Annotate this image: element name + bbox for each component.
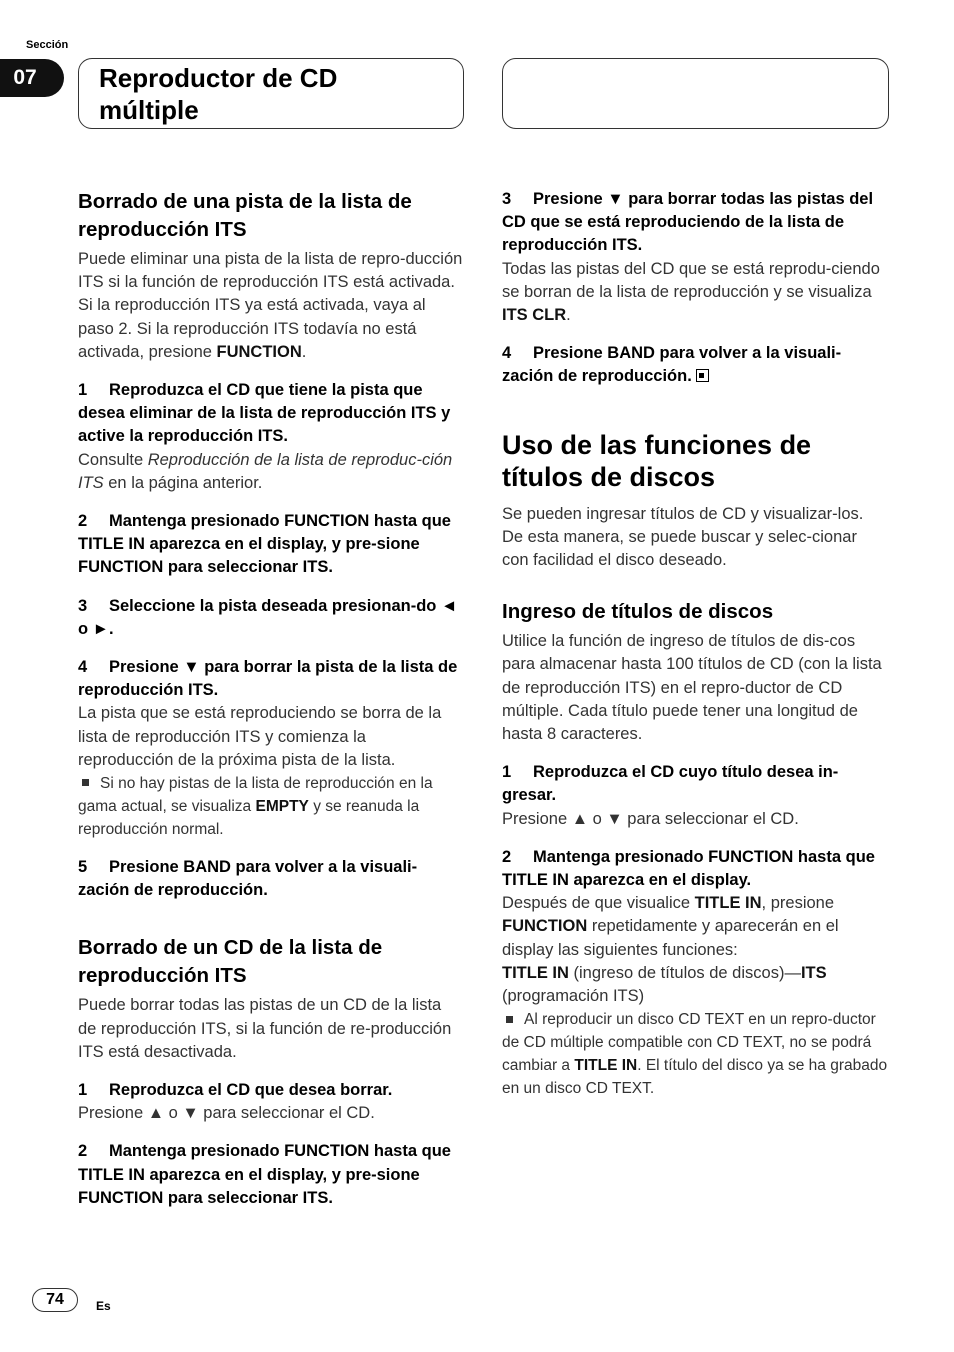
paragraph: Consulte Reproducción de la lista de reproduc-ción ITS en la página anterior. — [78, 450, 453, 492]
step-heading: 2 Mantenga presionado FUNCTION hasta que TITLE IN aparezca en el display, y pre-sione FUNCTION para seleccionar ITS. — [78, 512, 451, 577]
paragraph: Se pueden ingresar títulos de CD y visualizar-los. De esta manera, se puede buscar y selec-cionar con facilidad el disco deseado. — [502, 504, 864, 570]
chapter-title-box — [78, 58, 464, 129]
step-heading: 4 Presione BAND para volver a la visuali-zación de reproducción. — [502, 344, 842, 386]
step-heading: 4 Presione ▼ para borrar la pista de la lista de reproducción ITS. — [78, 658, 458, 700]
end-of-section-icon — [696, 369, 709, 382]
step-heading: 1 Reproduzca el CD que desea borrar. — [78, 1081, 393, 1100]
section-label: Sección — [26, 39, 69, 51]
note: Al reproducir un disco CD TEXT en un repro-ductor de CD múltiple compatible con CD TEXT, no se podrá cambiar a TITLE IN. El título del disco ya se ha grabado en un disco CD TEXT. — [502, 1011, 888, 1098]
page-number: 74 — [32, 1288, 78, 1312]
step-heading: 1 Reproduzca el CD que tiene la pista que desea eliminar de la lista de reproducción ITS y active la reproducción ITS. — [78, 381, 451, 446]
paragraph: Puede borrar todas las pistas de un CD de la lista de reproducción ITS, si la función de re-producción ITS está desactivada. — [78, 996, 452, 1061]
paragraph: Presione ▲ o ▼ para seleccionar el CD. — [78, 1104, 375, 1123]
step-heading: 3 Presione ▼ para borrar todas las pistas del CD que se está reproduciendo de la lista de reproducción ITS. — [502, 190, 874, 255]
note-bullet-icon — [506, 1016, 513, 1023]
section-heading-delete-track: Borrado de una pista de la lista de reproducción ITS — [78, 190, 412, 241]
step-heading: 1 Reproduzca el CD cuyo título desea in-gresar. — [502, 763, 839, 805]
paragraph: TITLE IN (ingreso de títulos de discos)—ITS (programación ITS) — [502, 963, 827, 1006]
section-heading-delete-cd: Borrado de un CD de la lista de reproducción ITS — [78, 936, 383, 988]
paragraph: La pista que se está reproduciendo se borra de la lista de reproducción ITS y comienza la reproducción de la próxima pista de la lista. — [78, 704, 442, 769]
section-number-badge — [0, 59, 64, 97]
paragraph: Presione ▲ o ▼ para seleccionar el CD. — [502, 809, 799, 828]
header-blank-box — [502, 58, 889, 129]
section-heading-enter-titles: Ingreso de títulos de discos — [502, 600, 774, 624]
step-heading: 2 Mantenga presionado FUNCTION hasta que TITLE IN aparezca en el display. — [502, 847, 875, 890]
note-bullet-icon — [82, 779, 89, 786]
paragraph: Puede eliminar una pista de la lista de repro-ducción ITS si la función de reproducción ITS está activada. — [78, 250, 463, 292]
language-code: Es — [96, 1299, 111, 1313]
paragraph: Todas las pistas del CD que se está reprodu-ciendo se borran de la lista de reproducción y se visualiza ITS CLR. — [502, 259, 880, 325]
step-heading: 5 Presione BAND para volver a la visuali-zación de reproducción. — [78, 858, 418, 900]
step-heading: 2 Mantenga presionado FUNCTION hasta que TITLE IN aparezca en el display, y pre-sione FUNCTION para seleccionar ITS. — [78, 1142, 451, 1207]
paragraph: Utilice la función de ingreso de títulos de dis-cos para almacenar hasta 100 títulos de CD (con la lista de reproducción ITS) en el repro-ductor de CD múltiple. Cada título puede tener una longitud de hasta 8 caracteres. — [502, 632, 882, 744]
note: Si no hay pistas de la lista de reproducción en la gama actual, se visualiza EMPTY y se reanuda la reproducción normal. — [78, 775, 433, 839]
right-column — [502, 188, 888, 1100]
section-number: 07 — [13, 66, 37, 89]
chapter-title-line1: Reproductor de CD — [99, 63, 338, 93]
main-heading-disc-titles: Uso de las funciones de títulos de discos — [502, 429, 812, 492]
left-column — [78, 188, 464, 1210]
paragraph: Después de que visualice TITLE IN, presione FUNCTION repetidamente y aparecerán en el display las siguientes funciones: — [502, 894, 839, 959]
step-heading: 3 Seleccione la pista deseada presionan-do ◄ o ►. — [78, 596, 458, 638]
chapter-title-line2: múltiple — [99, 95, 199, 125]
paragraph: Si la reproducción ITS ya está activada, vaya al paso 2. Si la reproducción ITS todavía no está activada, presione FUNCTION. — [78, 296, 426, 361]
